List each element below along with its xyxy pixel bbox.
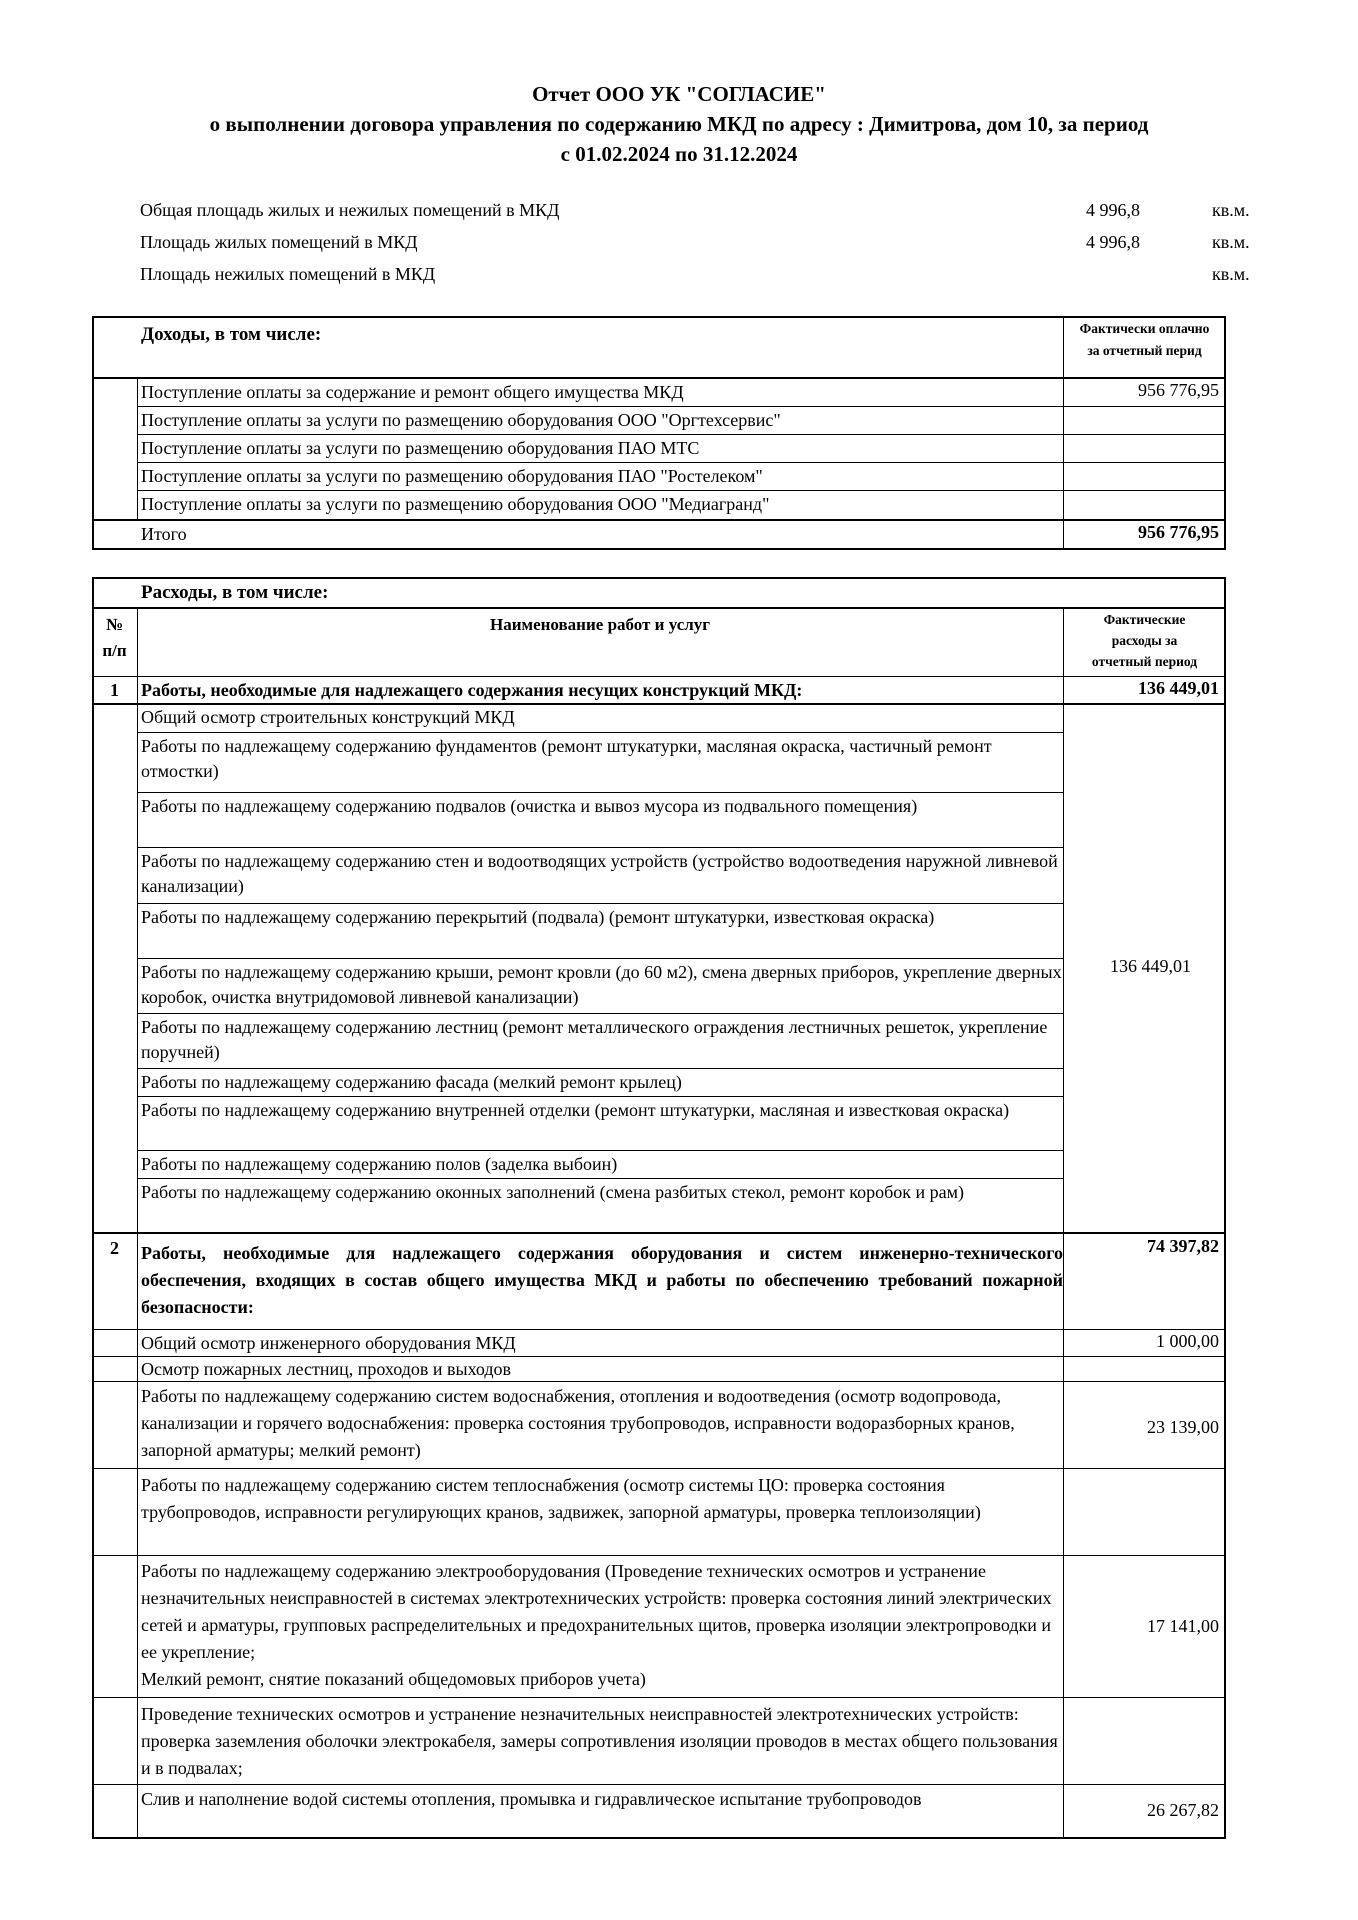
row-divider — [137, 406, 1226, 407]
row-divider — [137, 1178, 1063, 1179]
income-row-label: Поступление оплаты за услуги по размещению оборудования ООО "Медиагранд" — [141, 494, 770, 514]
area-label: Площадь жилых помещений в МКД — [140, 232, 418, 252]
work-item: Мелкий ремонт, снятие показаний общедомовых приборов учета) — [141, 1669, 646, 1689]
work-item: Работы по надлежащему содержанию полов (заделка выбоин) — [141, 1154, 618, 1174]
report-title: Отчет ООО УК "СОГЛАСИЕ" — [532, 82, 826, 106]
col-value-line: отчетный период — [1091, 654, 1198, 669]
section-number: 2 — [110, 1238, 119, 1258]
section-number: 1 — [110, 680, 119, 700]
col-header-divider — [92, 676, 1226, 677]
row-divider — [137, 434, 1226, 435]
work-item: Осмотр пожарных лестниц, проходов и выходов — [141, 1359, 512, 1379]
col-no-line: № — [105, 615, 124, 634]
section-total: 74 397,82 — [1147, 1236, 1219, 1256]
work-item-value: 26 267,82 — [1147, 1800, 1219, 1820]
area-value: 4 996,8 — [1086, 232, 1140, 252]
section-title: Работы, необходимые для надлежащего содержания оборудования и систем инженерно-технического обеспечения, входящих в состав общего имущества МКД и работы по обеспечению требований пожарной безопасности: — [141, 1243, 1063, 1317]
income-col-header-2: за отчетный перид — [1087, 343, 1202, 358]
row-divider — [137, 1068, 1063, 1069]
work-item: Общий осмотр строительных конструкций МКД — [141, 707, 515, 727]
row-divider — [137, 903, 1063, 904]
work-item: Слив и наполнение водой системы отопления, промывка и гидравлическое испытание трубопроводов — [141, 1789, 922, 1809]
row-divider — [137, 462, 1226, 463]
work-item: Работы по надлежащему содержанию систем теплоснабжения (осмотр системы ЦО: проверка состояния трубопроводов, исправности регулирующих кранов, задвижек, запорной арматуры, проверка теплоизоляции) — [141, 1475, 981, 1522]
work-item: Работы по надлежащему содержанию оконных заполнений (смена разбитых стекол, ремонт коробок и рам) — [141, 1182, 965, 1202]
income-header: Доходы, в том числе: — [141, 324, 322, 345]
work-item: Работы по надлежащему содержанию фасада (мелкий ремонт крылец) — [141, 1072, 682, 1092]
work-item: Работы по надлежащему содержанию внутренней отделки (ремонт штукатурки, масляная и известковая окраска) — [141, 1100, 1010, 1120]
col-name-header: Наименование работ и услуг — [489, 615, 710, 634]
expenses-value-col-divider — [1063, 607, 1064, 1839]
row-divider — [92, 1329, 1226, 1330]
income-header-divider — [92, 377, 1226, 379]
area-unit: кв.м. — [1212, 232, 1250, 252]
area-living-row — [140, 228, 1250, 258]
row-divider — [137, 958, 1063, 959]
row-divider — [137, 490, 1226, 491]
row-divider — [92, 1784, 1226, 1785]
row-divider — [92, 1381, 1226, 1382]
row-divider — [137, 792, 1063, 793]
row-divider — [92, 1697, 1226, 1698]
work-item: Работы по надлежащему содержанию лестниц (ремонт металлического ограждения лестничных решеток, укрепление поручней) — [141, 1017, 1048, 1062]
work-item-value: 23 139,00 — [1147, 1417, 1219, 1437]
row-divider — [92, 1555, 1226, 1556]
work-item-value: 17 141,00 — [1147, 1616, 1219, 1636]
section-title: Работы, необходимые для надлежащего содержания несущих конструкций МКД: — [141, 680, 803, 700]
row-divider — [137, 1150, 1063, 1151]
area-label: Площадь нежилых помещений в МКД — [140, 264, 436, 284]
income-row-label: Поступление оплаты за услуги по размещению оборудования ПАО "Ростелеком" — [141, 466, 763, 486]
row-divider — [137, 847, 1063, 848]
area-value: 4 996,8 — [1086, 200, 1140, 220]
row-divider — [137, 1013, 1063, 1014]
row-divider — [137, 732, 1063, 733]
work-item: Работы по надлежащему содержанию подвалов (очистка и вывоз мусора из подвального помещения) — [141, 796, 918, 816]
area-label: Общая площадь жилых и нежилых помещений в МКД — [140, 200, 560, 220]
report-period: с 01.02.2024 по 31.12.2024 — [560, 142, 798, 166]
work-item: Работы по надлежащему содержанию стен и водоотводящих устройств (устройство водоотведения наружной ливневой канализации) — [141, 851, 1058, 896]
total-divider — [92, 519, 1226, 521]
expenses-header: Расходы, в том числе: — [141, 582, 329, 603]
area-unit: кв.м. — [1212, 200, 1250, 220]
col-no-line: п/п — [102, 641, 127, 660]
work-item: Общий осмотр инженерного оборудования МКД — [141, 1333, 516, 1353]
income-row-label: Поступление оплаты за услуги по размещению оборудования ПАО МТС — [141, 438, 700, 458]
income-row-value: 956 776,95 — [1138, 380, 1219, 400]
row-divider — [92, 1468, 1226, 1469]
income-col-header-1: Фактически оплачно — [1079, 321, 1210, 336]
section-total: 136 449,01 — [1138, 678, 1219, 698]
work-item: Работы по надлежащему содержанию систем водоснабжения, отопления и водоотведения (осмотр водопровода, канализации и горячего водоснабжения: проверка состояния трубопроводов, исправности водоразборных кранов, запорной арматуры; мелкий ремонт) — [141, 1386, 1015, 1460]
section-divider — [92, 1232, 1226, 1234]
work-item: Работы по надлежащему содержанию перекрытий (подвала) (ремонт штукатурки, известковая окраска) — [141, 907, 935, 927]
income-total-value: 956 776,95 — [1138, 522, 1219, 542]
work-item: Работы по надлежащему содержанию фундаментов (ремонт штукатурки, масляная окраска, частичный ремонт отмостки) — [141, 736, 992, 781]
area-unit: кв.м. — [1212, 264, 1250, 284]
area-nonliving-row — [140, 260, 1250, 290]
income-row-label: Поступление оплаты за услуги по размещению оборудования ООО "Оргтехсервис" — [141, 410, 781, 430]
work-item: Работы по надлежащему содержанию электрооборудования (Проведение технических осмотров и устранение незначительных неисправностей в системах электротехнических устройств: проверка состояния линий электрических сетей и арматуры, групповых распределительных и предохранительных щитов, проверка изоляции электропроводки и ее укрепление; — [141, 1561, 1052, 1662]
income-left-divider — [137, 378, 138, 520]
income-row-label: Поступление оплаты за содержание и ремонт общего имущества МКД — [141, 382, 684, 402]
work-item: Работы по надлежащему содержанию крыши, ремонт кровли (до 60 м2), смена дверных приборов, укрепление дверных коробок, очистка внутридомовой ливневой канализации) — [141, 962, 1062, 1007]
section1-merged-value: 136 449,01 — [1110, 956, 1191, 976]
expenses-header-divider — [92, 607, 1226, 609]
work-item-value: 1 000,00 — [1156, 1331, 1219, 1351]
col-value-line: расходы за — [1111, 633, 1178, 648]
col-value-header — [1063, 609, 1226, 672]
row-divider — [137, 1096, 1063, 1097]
report-subtitle: о выполнении договора управления по содержанию МКД по адресу : Димитрова, дом 10, за период — [209, 112, 1149, 136]
area-total-row — [140, 196, 1250, 226]
col-value-line: Фактические — [1103, 612, 1186, 627]
col-no-header — [92, 612, 137, 664]
income-total-label: Итого — [141, 524, 187, 544]
work-item: Проведение технических осмотров и устранение незначительных неисправностей электротехнических устройств: проверка заземления оболочки электрокабеля, замеры сопротивления изоляции проводов в местах общего пользования и в подвалах; — [141, 1704, 1058, 1778]
